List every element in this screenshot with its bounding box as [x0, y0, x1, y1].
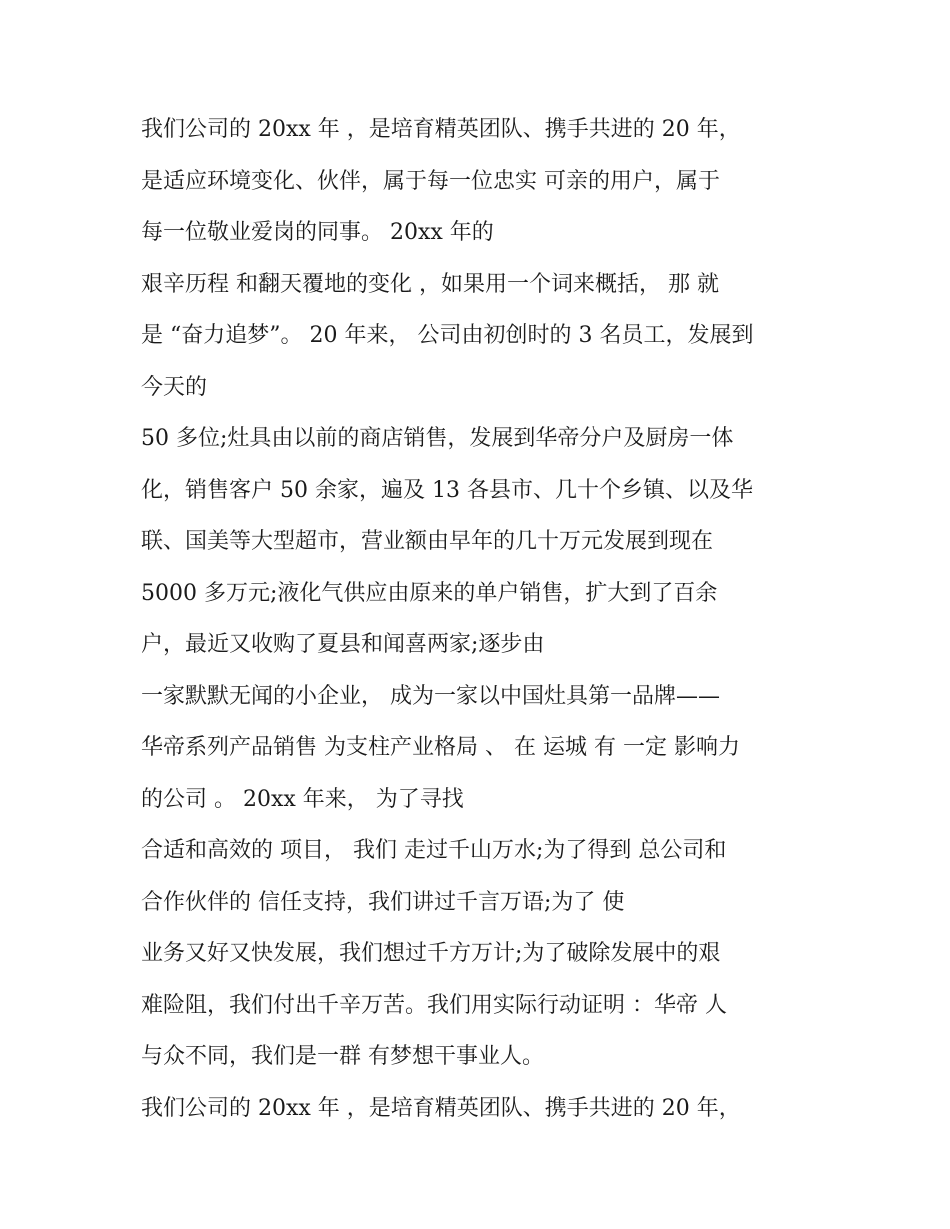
- text-line: 今天的: [141, 374, 208, 400]
- text-line: 是适应环境变化、伙伴，属于每一位忠实 可亲的用户，属于: [141, 168, 720, 194]
- text-line: 50 多位;灶具由以前的商店销售，发展到华帝分户及厨房一体: [141, 426, 734, 451]
- text-line: 合适和高效的 项目， 我们 走过千山万水;为了得到 总公司和: [141, 838, 727, 863]
- text-line: 是 “奋力追梦”。 20 年来， 公司由初创时的 3 名员工，发展到: [141, 323, 754, 348]
- text-line: 业务又好又快发展，我们想过千方万计;为了破除发展中的艰: [141, 941, 721, 966]
- text-line: 户，最近又收购了夏县和闻喜两家;逐步由: [141, 632, 545, 657]
- text-line: 我们公司的 20xx 年 ，是培育精英团队、携手共进的 20 年，: [141, 1095, 741, 1121]
- text-line: 华帝系列产品销售 为支柱产业格局 、 在 运城 有 一定 影响力: [141, 735, 740, 760]
- text-line: 每一位敬业爱岗的同事。 20xx 年的: [141, 220, 494, 245]
- text-line: 5000 多万元;液化气供应由原来的单户销售，扩大到了百余: [141, 580, 718, 606]
- text-line: 一家默默无闻的小企业， 成为一家以中国灶具第一品牌——: [141, 683, 720, 709]
- text-line: 化，销售客户 50 余家，遍及 13 各县市、几十个乡镇、以及华: [141, 477, 753, 503]
- text-line: 的公司 。 20xx 年来， 为了寻找: [141, 786, 464, 812]
- text-line: 合作伙伴的 信任支持，我们讲过千言万语;为了 使: [141, 889, 625, 915]
- text-line: 联、国美等大型超市，营业额由早年的几十万元发展到现在: [141, 529, 714, 554]
- text-line: 艰辛历程 和翻天覆地的变化 ，如果用一个词来概括， 那 就: [141, 271, 719, 297]
- text-line: 难险阻，我们付出千辛万苦。我们用实际行动证明 ：华帝 人: [141, 992, 727, 1018]
- text-line: 与众不同，我们是一群 有梦想干事业人。: [141, 1044, 544, 1069]
- text-line: 我们公司的 20xx 年 ，是培育精英团队、携手共进的 20 年，: [141, 117, 741, 142]
- body-text: [141, 104, 841, 1134]
